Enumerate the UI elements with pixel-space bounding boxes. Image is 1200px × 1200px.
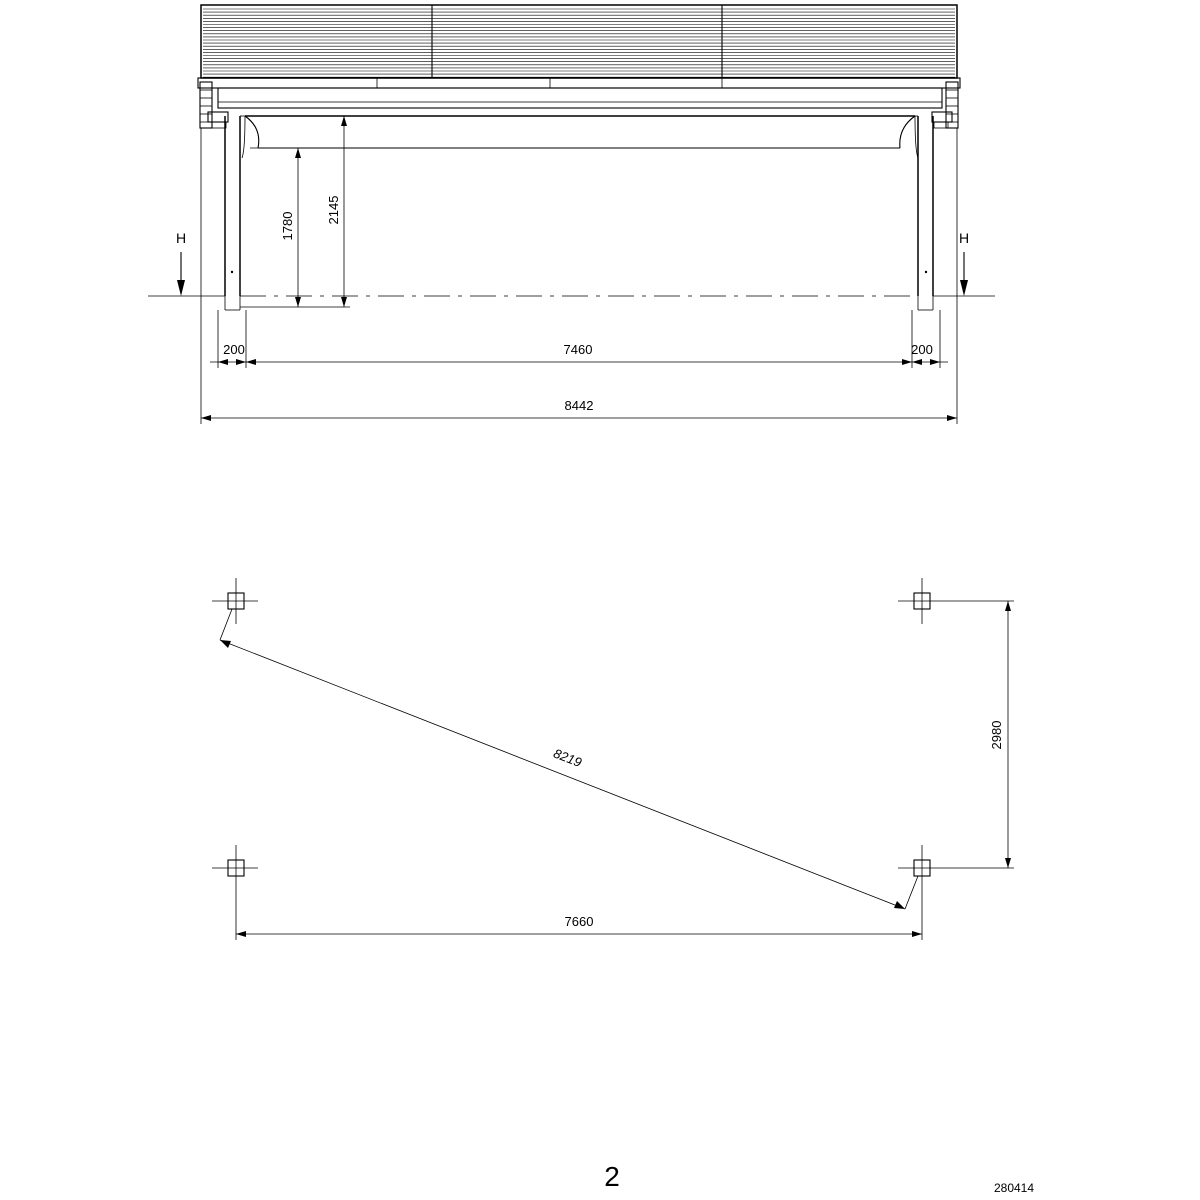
dim-label-beam-height: 2145 xyxy=(326,195,341,225)
dim-label-span: 7460 xyxy=(563,342,593,357)
dim-label-overall: 8442 xyxy=(564,398,594,413)
dim-label-clear-height: 1780 xyxy=(280,211,295,241)
elevation-view xyxy=(148,5,995,424)
section-marker-label: H xyxy=(958,230,970,246)
dim-row-overall xyxy=(201,128,957,424)
section-marker-right xyxy=(959,230,969,296)
page-number: 2 xyxy=(604,1161,620,1192)
footing-bottom-right xyxy=(898,845,1014,940)
dim-row-posts xyxy=(210,310,948,368)
drawing-code: 280414 xyxy=(993,1181,1035,1195)
arrow-down-icon xyxy=(960,280,968,296)
section-marker-label: H xyxy=(175,230,187,246)
roof-fascia xyxy=(198,78,960,108)
dim-diagonal xyxy=(220,609,918,909)
plan-view xyxy=(212,578,1014,940)
section-marker-left xyxy=(176,230,186,296)
dim-label-diagonal: 8219 xyxy=(551,745,584,771)
dim-plan-width xyxy=(236,914,922,937)
dim-label-left-post: 200 xyxy=(223,342,245,357)
footing-top-left xyxy=(212,578,258,624)
post-right xyxy=(915,112,952,310)
gutter-left xyxy=(200,82,212,128)
dim-clear-height xyxy=(240,148,304,307)
dim-label-right-post: 200 xyxy=(911,342,933,357)
dim-beam-height xyxy=(304,116,350,307)
dim-label-plan-width: 7660 xyxy=(564,914,594,929)
dim-plan-depth xyxy=(989,601,1011,868)
dim-label-plan-depth: 2980 xyxy=(989,720,1004,750)
arrow-down-icon xyxy=(177,280,185,296)
footing-top-right xyxy=(898,578,1014,624)
footing-bottom-left xyxy=(212,845,258,940)
post-left xyxy=(208,112,245,310)
roof-panel xyxy=(201,5,957,78)
